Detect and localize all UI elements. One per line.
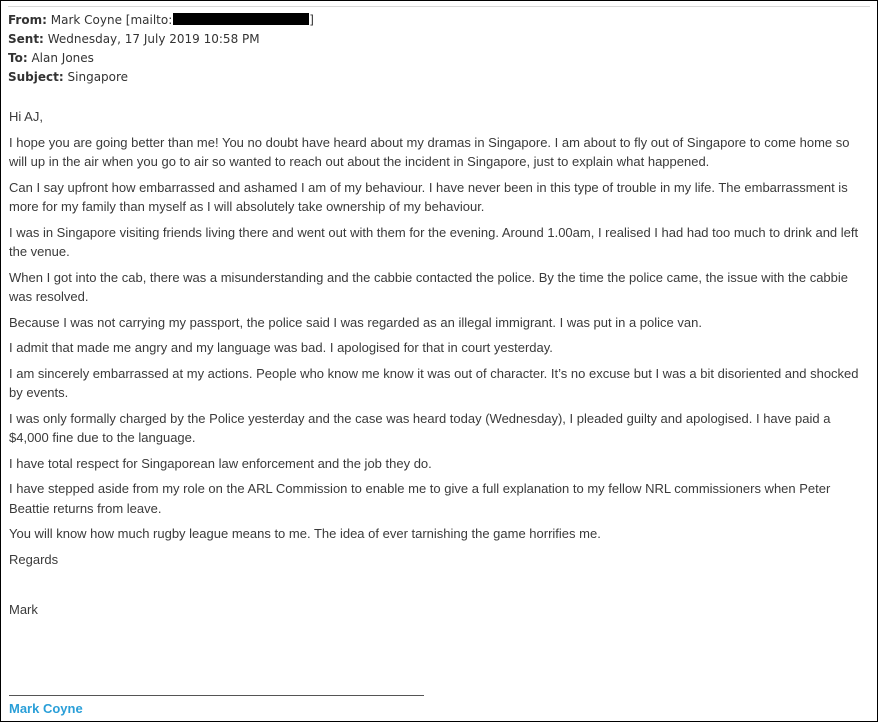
body-paragraph: I have total respect for Singaporean law enforcement and the job they do.: [9, 455, 432, 471]
from-suffix: ]: [309, 13, 314, 27]
signoff-name: Mark: [9, 602, 38, 617]
sent-value: Wednesday, 17 July 2019 10:58 PM: [47, 32, 260, 46]
body-paragraph: I was in Singapore visiting friends living there and went out with them for the evening. Around 1.00am, I realised I had had too much to drink and left the venue.: [9, 224, 859, 259]
sent-label: Sent:: [8, 32, 44, 46]
body-paragraph: You will know how much rugby league means to me. The idea of ever tarnishing the game horrifies me.: [9, 526, 601, 541]
email-header: [8, 11, 870, 87]
header-divider: [8, 6, 870, 7]
sent-row: [8, 30, 870, 49]
to-row: [8, 49, 870, 68]
from-value: Mark Coyne [mailto:: [50, 13, 173, 27]
body-paragraph: Can I say upfront how embarrassed and ashamed I am of my behaviour. I have never been in this type of trouble in my life. The embarrassment is more for my family than myself as I will absolutely take ownership of my behaviour.: [9, 179, 848, 214]
closing-regards: Regards: [9, 551, 59, 567]
redacted-email-block: [173, 13, 309, 25]
greeting: Hi AJ,: [9, 109, 43, 124]
body-paragraph: I was only formally charged by the Police yesterday and the case was heard today (Wednesday), I pleaded guilty and apologised. I have paid a $4,000 fine due to the language.: [9, 410, 831, 445]
from-label: From:: [8, 13, 47, 27]
body-paragraph: I admit that made me angry and my language was bad. I apologised for that in court yesterday.: [9, 340, 553, 355]
signature-name: Mark Coyne: [9, 701, 83, 716]
body-paragraph: I hope you are going better than me! You no doubt have heard about my dramas in Singapore. I am about to fly out of Singapore to come home so will up in the air when you go to air so wanted to reach out about the incident in Singapore, just to explain what happened.: [9, 134, 850, 169]
body-paragraph: I have stepped aside from my role on the ARL Commission to enable me to give a full explanation to my fellow NRL commissioners when Peter Beattie returns from leave.: [9, 481, 831, 516]
signature-divider: [9, 695, 424, 696]
to-label: To:: [8, 51, 28, 65]
body-paragraph: I am sincerely embarrassed at my actions. People who know me know it was out of character. It’s no excuse but I was a bit disoriented and shocked by events.: [9, 365, 859, 400]
subject-label: Subject:: [8, 70, 64, 84]
body-paragraph: When I got into the cab, there was a misunderstanding and the cabbie contacted the police. By the time the police came, the issue with the cabbie was resolved.: [9, 269, 849, 304]
subject-value: Singapore: [67, 70, 129, 84]
email-body: [9, 107, 869, 626]
to-value: Alan Jones: [31, 51, 94, 65]
body-paragraph: Because I was not carrying my passport, the police said I was regarded as an illegal immigrant. I was put in a police van.: [9, 314, 702, 330]
subject-row: [8, 68, 870, 87]
from-row: [8, 11, 870, 30]
